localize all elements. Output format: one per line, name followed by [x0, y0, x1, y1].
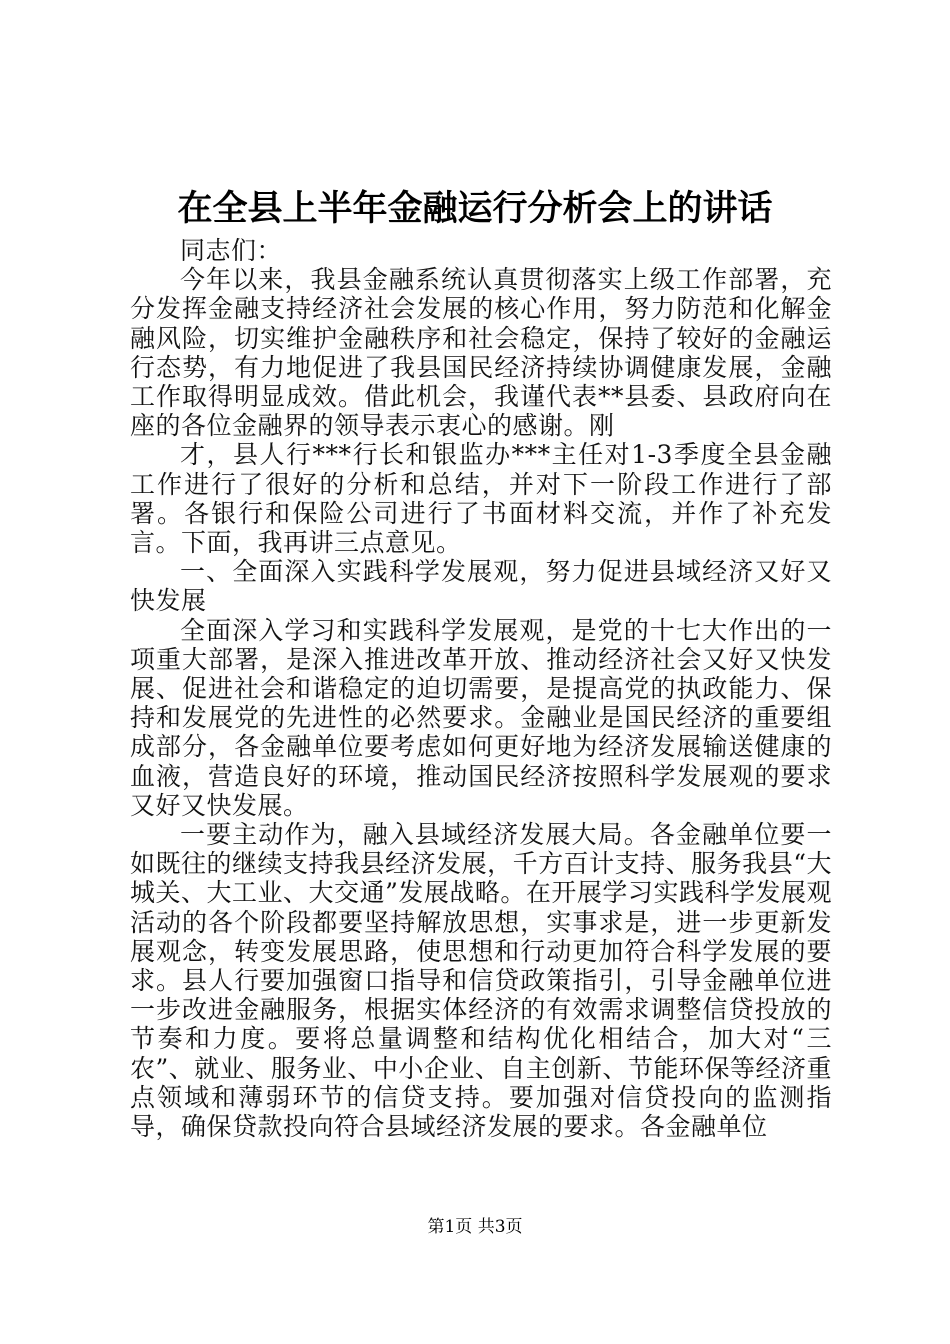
section-heading: 一、全面深入实践科学发展观，努力促进县域经济又好又快发展	[130, 557, 832, 616]
paragraph: 今年以来，我县金融系统认真贯彻落实上级工作部署，充分发挥金融支持经济社会发展的核心作用，努力防范和化解金融风险，切实维护金融秩序和社会稳定，保持了较好的金融运行态势，有力地促进了我县国民经济持续协调健康发展，金融工作取得明显成效。借此机会，我谨代表**县委、县政府向在座的各位金融界的领导表示衷心的感谢。刚	[130, 265, 832, 441]
page-number: 第1页 共3页	[427, 1217, 523, 1237]
paragraph: 一要主动作为，融入县域经济发展大局。各金融单位要一如既往的继续支持我县经济发展，千方百计支持、服务我县“大城关、大工业、大交通”发展战略。在开展学习实践科学发展观活动的各个阶段都要坚持解放思想，实事求是，进一步更新发展观念，转变发展思路，使思想和行动更加符合科学发展的要求。县人行要加强窗口指导和信贷政策指引，引导金融单位进一步改进金融服务，根据实体经济的有效需求调整信贷投放的节奏和力度。要将总量调整和结构优化相结合，加大对“三农”、就业、服务业、中小企业、自主创新、节能环保等经济重点领域和薄弱环节的信贷支持。要加强对信贷投向的监测指导，确保贷款投向符合县域经济发展的要求。各金融单位	[130, 820, 832, 1142]
document-body	[130, 236, 832, 1141]
paragraph: 才，县人行***行长和银监办***主任对1-3季度全县金融工作进行了很好的分析和总结，并对下一阶段工作进行了部署。各银行和保险公司进行了书面材料交流，并作了补充发言。下面，我再讲三点意见。	[130, 440, 832, 558]
salutation: 同志们：	[180, 236, 283, 265]
paragraph: 全面深入学习和实践科学发展观，是党的十七大作出的一项重大部署，是深入推进改革开放、推动经济社会又好又快发展、促进社会和谐稳定的迫切需要，是提高党的执政能力、保持和发展党的先进性的必然要求。金融业是国民经济的重要组成部分，各金融单位要考虑如何更好地为经济发展输送健康的血液，营造良好的环境，推动国民经济按照科学发展观的要求又好又快发展。	[130, 615, 832, 820]
document-title: 在全县上半年金融运行分析会上的讲话	[177, 188, 773, 229]
